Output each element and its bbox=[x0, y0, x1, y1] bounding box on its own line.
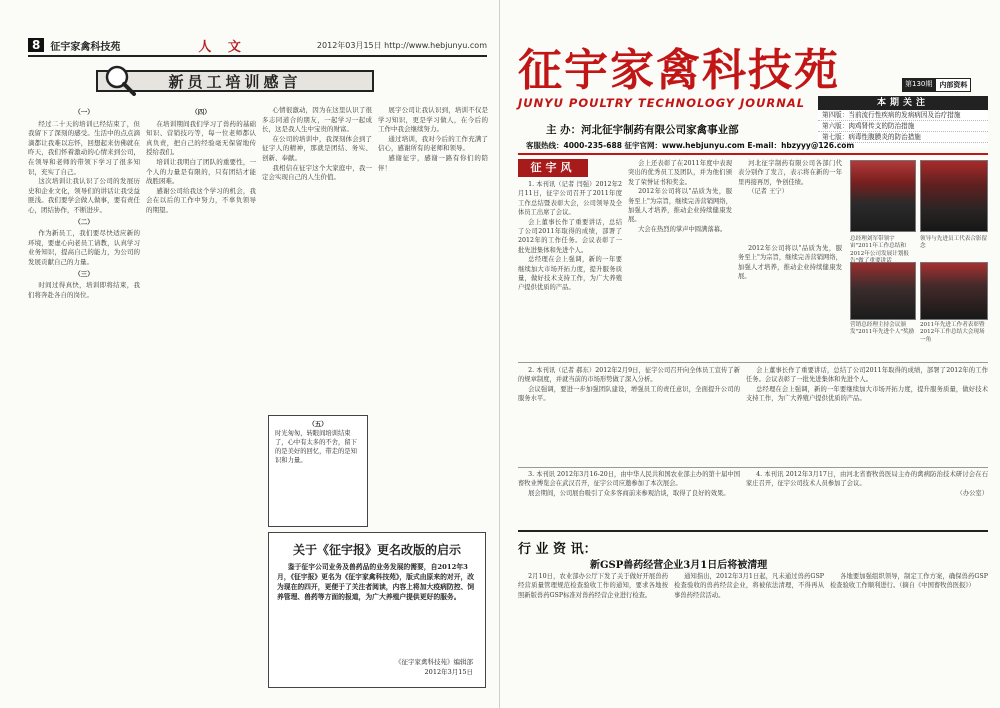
paragraph: 展宇公司让我认识到，培训不仅是学习知识，更是学习做人，在今后的工作中我会继续努力。 bbox=[378, 106, 488, 134]
paragraph: 2012年公司将以"品质为先，服务至上"为宗旨，继续完善营销网络，加强人才培养，推动企业持续健康发展。 bbox=[738, 245, 842, 281]
sub-heading: （一） bbox=[74, 108, 94, 116]
paragraph: 2. 本刊讯（记者 郝东）2012年2月9日，征宇公司召开向全体员工宣传了新的规章制度，并就当前的市场形势做了深入分析。 bbox=[518, 367, 740, 384]
paragraph: 作为新员工，我们要尽快适应新的环境，要虚心向老员工请教，认真学习业务知识，提高自己的能力，为公司的发展贡献自己的力量。 bbox=[28, 229, 140, 266]
header-rule bbox=[28, 55, 487, 57]
paragraph: 会上董事长作了重要讲话，总结了公司2011年取得的成绩，部署了2012年的工作任务。会议表彰了一批先进集体和先进个人。 bbox=[746, 367, 988, 384]
paragraph: （记者 王宁） bbox=[748, 188, 788, 196]
issue-number: 第130期 bbox=[902, 78, 935, 92]
focus-title: 本期关注 bbox=[818, 96, 988, 110]
section-title: 人 文 bbox=[198, 39, 247, 55]
article-column-1 bbox=[28, 106, 140, 698]
poem-text: 时光匆匆，转眼间培训结束了，心中有太多的不舍，留下的是美好的回忆，带走的是知识和力量。 bbox=[275, 430, 357, 464]
focus-item[interactable]: 第四版：当前流行性疾病的发病病因及治疗措施 bbox=[818, 110, 988, 121]
poem-title: （五） bbox=[308, 421, 328, 428]
notice-signature bbox=[395, 657, 473, 677]
story-6 bbox=[746, 470, 988, 524]
news-column-2 bbox=[674, 572, 824, 698]
paragraph: 1. 本刊讯（记者 闫强）2012年2月11日，征宇公司召开了2011年度工作总结暨表彰大会，公司领导及全体员工出席了会议。 bbox=[518, 181, 622, 217]
paragraph: 在公司的培训中，我深刻体会到了征宇人的精神，那就是团结、务实、创新、奉献。 bbox=[262, 134, 372, 162]
paragraph: 会上还表彰了在2011年度中表现突出的优秀员工及团队，并为他们颁发了荣誉证书和奖金。 bbox=[628, 160, 732, 186]
photo-award bbox=[850, 262, 916, 320]
paragraph: 在培训期间我们学习了兽药的基础知识、营销技巧等，每一位老师都认真负责，把自己的经验毫无保留地传授给我们。 bbox=[146, 119, 256, 157]
paragraph: 感谢公司给我这个学习的机会，我会在以后的工作中努力，不辜负领导的期望。 bbox=[146, 186, 256, 214]
photo-caption: 领导与先进员工代表合影留念 bbox=[920, 236, 988, 250]
issue-label bbox=[902, 78, 971, 92]
story-4-cont bbox=[746, 366, 988, 466]
poem-box bbox=[268, 415, 368, 527]
paragraph: 2月10日，农业部办公厅下发了关于做好开展兽药经营质量管理规范检查验收工作的通知，要求各地按照新版兽药GSP标准对兽药经营企业进行检查。 bbox=[518, 573, 668, 599]
paragraph: 3. 本刊讯 2012年3月16-20日，由中华人民共和国农业部主办的第十届中国畜牧业博览会在武汉召开，征宇公司应邀参加了本次展会。 bbox=[518, 471, 740, 488]
paragraph: 心情很激动，因为在这里认识了很多志同道合的朋友，一起学习一起成长，这是我人生中宝贵的财富。 bbox=[262, 106, 372, 134]
page-number: 8 bbox=[28, 38, 44, 52]
photo-meeting-speech bbox=[850, 160, 916, 232]
story-5 bbox=[518, 470, 740, 524]
news-heading: 行 业 资 讯： bbox=[518, 542, 597, 557]
paragraph: 感谢征宇，感谢一路有你们的陪伴！ bbox=[378, 153, 488, 172]
sponsor: 主 办：河北征宇制药有限公司家禽事业部 bbox=[546, 124, 739, 136]
paragraph: 会上董事长作了重要讲话，总结了公司2011年取得的成绩，部署了2012年的工作任务。会议表彰了一批先进集体和先进个人。 bbox=[518, 218, 622, 254]
contact-info: 客服热线：4000-235-688 征宇官网：www.hebjunyu.com E-mail：hbzyyy@126.com bbox=[526, 141, 855, 150]
magnifier-icon bbox=[104, 64, 136, 96]
paragraph: 这次培训让我认识了公司的发展历史和企业文化，领导们的讲话让我受益匪浅。我们要学会做人做事，要有责任心，团结协作，不断进步。 bbox=[28, 177, 140, 214]
story-3-cont bbox=[738, 244, 842, 356]
right-page bbox=[500, 0, 1000, 708]
masthead-title: 征宇家禽科技苑 bbox=[518, 45, 840, 96]
notice-body: 鉴于征宇公司业务及兽药品的业务发展的需要，自2012年3月，《征宇报》更名为《征宇家禽科技苑》，版式由原来的对开，改为现在的四开，更便于了关注者阅读，内容上将加大疫病防控、饲养管理、兽药等方面的报道，为广大养殖户提供更好的服务。 bbox=[277, 563, 475, 601]
paragraph: 我相信在征宇这个大家庭中，我一定会实现自己的人生价值。 bbox=[262, 163, 372, 182]
story-2 bbox=[628, 159, 732, 359]
article-title: 新员工培训感言 bbox=[96, 70, 374, 92]
paragraph: 大会在热烈的掌声中圆满落幕。 bbox=[638, 225, 727, 233]
paragraph: 总经理在会上强调，新的一年要继续加大市场开拓力度，提升服务质量，做好技术支持工作，为广大养殖户提供优质的产品。 bbox=[746, 385, 988, 403]
paragraph: 河北征宇制药有限公司各部门代表分别作了发言，表示将在新的一年里再接再厉，争创佳绩。 bbox=[738, 160, 842, 186]
sub-heading: （四） bbox=[191, 108, 211, 116]
date-site: 2012年03月15日 http://www.hebjunyu.com bbox=[316, 40, 487, 50]
story-1 bbox=[518, 180, 622, 358]
photo-caption: 2011年先进工作者表彰暨2012年工作总结大会现场一角 bbox=[920, 322, 985, 343]
photo-caption: 总经理刘军带领宇宙"2011年工作总结和2012年公司发展计划报告"做了重要讲话 bbox=[850, 236, 909, 265]
divider bbox=[518, 530, 988, 532]
paragraph: 总经理在会上强调，新的一年要继续加大市场开拓力度，提升服务质量，做好技术支持工作，为广大养殖户提供优质的产品。 bbox=[518, 256, 622, 292]
notice-sign-editor: 《征宇家禽科技苑》编辑部 bbox=[395, 658, 473, 666]
news-title: 新GSP兽药经营企业3月1日后将被清理 bbox=[590, 560, 768, 571]
notice-box bbox=[268, 532, 486, 688]
story-3 bbox=[738, 159, 842, 239]
sub-heading: （三） bbox=[74, 269, 94, 278]
photo-conference bbox=[920, 262, 988, 320]
paragraph: 展会期间，公司展台吸引了众多客商前来参观洽谈，取得了良好的效果。 bbox=[528, 489, 730, 497]
article-column-4 bbox=[378, 106, 488, 570]
news-column-1 bbox=[518, 572, 668, 698]
photo-group bbox=[920, 160, 988, 232]
masthead-rule bbox=[518, 153, 988, 155]
issue-tag: 内部资料 bbox=[935, 78, 971, 92]
photo-caption: 营销总经理主持会议颁发"2011年先进个人"奖励 bbox=[850, 322, 915, 336]
focus-item[interactable]: 第七版：病毒性腹膜炎的防治措施 bbox=[818, 132, 988, 143]
divider bbox=[518, 467, 988, 468]
paragraph: 经过二十天的培训已经结束了，但我留下了深刻的感受。生活中的点点滴滴都让我难以忘怀，回想起来仿佛就在昨天，我们怀着激动的心情来到公司，在领导和老师的带领下学习了很多知识，充实了自己。 bbox=[28, 119, 140, 176]
story-4 bbox=[518, 366, 740, 466]
focus-item[interactable]: 第六版：肉鸡肾传支的防治措施 bbox=[818, 121, 988, 132]
divider bbox=[518, 362, 988, 363]
paragraph: 4. 本刊讯 2012年3月17日，由河北省畜牧兽医局主办的禽病防治技术研讨会在石家庄召开，征宇公司技术人员参加了会议。 bbox=[746, 471, 988, 488]
sub-heading: （二） bbox=[74, 217, 94, 226]
paragraph: （办公室） bbox=[956, 489, 988, 497]
left-header bbox=[28, 36, 487, 54]
news-column-3 bbox=[830, 572, 988, 698]
article-column-2 bbox=[146, 106, 256, 698]
paragraph: 时间过得真快，培训即将结束，我们将奔赴各自的岗位。 bbox=[28, 281, 140, 299]
paragraph: 2012年公司将以"品质为先，服务至上"为宗旨，继续完善营销网络，加强人才培养，推动企业持续健康发展。 bbox=[628, 188, 732, 224]
column-label: 征宇风 bbox=[518, 159, 588, 177]
masthead-english: JUNYU POULTRY TECHNOLOGY JOURNAL bbox=[518, 96, 806, 110]
paragraph: 培训让我明白了团队的重要性，一个人的力量是有限的，只有团结才能战胜困难。 bbox=[146, 157, 256, 186]
paragraph: 通知指出，2012年3月1日起，凡未通过兽药GSP检查验收的兽药经营企业，将被依法清理，不得再从事兽药经营活动。 bbox=[674, 573, 824, 599]
notice-title: 关于《征宇报》更名改版的启示 bbox=[292, 543, 461, 557]
paragraph: 通过培训，我对今后的工作充满了信心，感谢所有的老师和领导。 bbox=[378, 134, 488, 153]
paragraph: 各地要加强组织领导，制定工作方案，确保兽药GSP检查验收工作顺利进行。（摘自《中国畜牧兽医报》） bbox=[830, 573, 988, 590]
notice-sign-date: 2012年3月15日 bbox=[424, 668, 473, 676]
paper-name: 征宇家禽科技苑 bbox=[50, 41, 121, 53]
paragraph: 会议强调，要进一步加强团队建设，增强员工的责任意识，全面提升公司的服务水平。 bbox=[518, 385, 740, 403]
